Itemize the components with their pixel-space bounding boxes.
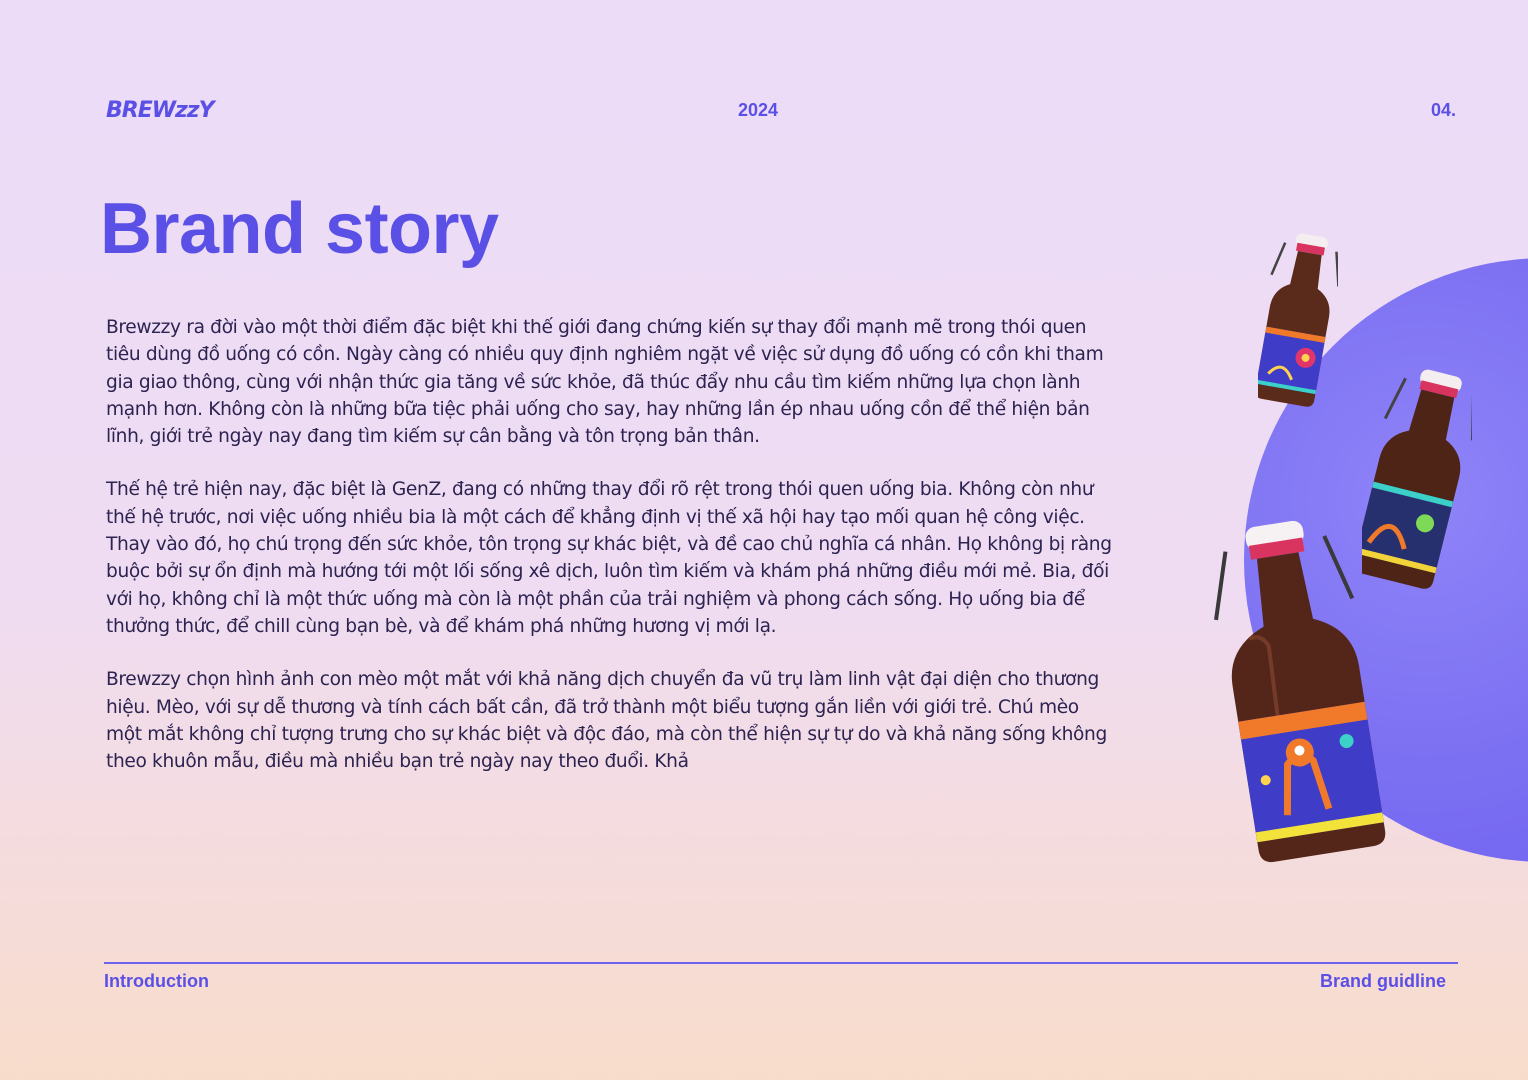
paragraph-3: Brewzzy chọn hình ảnh con mèo một mắt với khả năng dịch chuyển đa vũ trụ làm linh vật đại diện cho thương hiệu. Mèo, với sự dễ thương và tính cách bất cần, đã trở thành một biểu tượng gắn liền với giới trẻ. Chú mèo một mắt không chỉ tượng trưng cho sự khác biệt và độc đáo, mà còn thể hiện sự tự do và khả năng sống không theo khuôn mẫu, điều mà nhiều bạn trẻ ngày nay theo đuổi. Khả bbox=[106, 669, 1107, 773]
paragraph-2: Thế hệ trẻ hiện nay, đặc biệt là GenZ, đang có những thay đổi rõ rệt trong thói quen uống bia. Không còn như thế hệ trước, nơi việc uống nhiều bia là một cách để khẳng định vị thế xã hội hay tạo mối quan hệ công việc. Thay vào đó, họ chú trọng đến sức khỏe, tôn trọng sự khác biệt, và đề cao chủ nghĩa cá nhân. Họ không bị ràng buộc bởi sự ổn định mà hướng tới một lối sống xê dịch, luôn tìm kiếm và khám phá những điều mới mẻ. Bia, đối với họ, không chỉ là một thức uống mà còn là một phần của trải nghiệm và phong cách sống. Họ uống bia để thưởng thức, để chill cùng bạn bè, và để khám phá những hương vị mới lạ. bbox=[106, 479, 1112, 637]
paragraph-1: Brewzzy ra đời vào một thời điểm đặc biệt khi thế giới đang chứng kiến sự thay đổi mạnh mẽ trong thói quen tiêu dùng đồ uống có cồn. Ngày càng có nhiều quy định nghiêm ngặt về việc sử dụng đồ uống có cồn khi tham gia giao thông, cùng với nhận thức gia tăng về sức khỏe, đã thúc đẩy nhu cầu tìm kiếm những lựa chọn lành mạnh hơn. Không còn là những bữa tiệc phải uống cho say, hay những lần ép nhau uống cồn để thể hiện bản lĩnh, giới trẻ ngày nay đang tìm kiếm sự cân bằng và tôn trọng bản thân. bbox=[106, 317, 1104, 448]
brand-logo: BREWzzY bbox=[106, 98, 214, 123]
body-text bbox=[106, 314, 1116, 801]
footer-document-label: Brand guidline bbox=[1320, 971, 1446, 991]
header-year: 2024 bbox=[738, 100, 779, 120]
footer-divider bbox=[104, 962, 1458, 964]
footer-section-label: Introduction bbox=[104, 971, 209, 991]
beer-bottle-image-top bbox=[1258, 228, 1338, 412]
beer-bottle-image-large bbox=[1198, 512, 1398, 868]
page-title: Brand story bbox=[100, 189, 499, 269]
page-number: 04. bbox=[1430, 100, 1456, 120]
